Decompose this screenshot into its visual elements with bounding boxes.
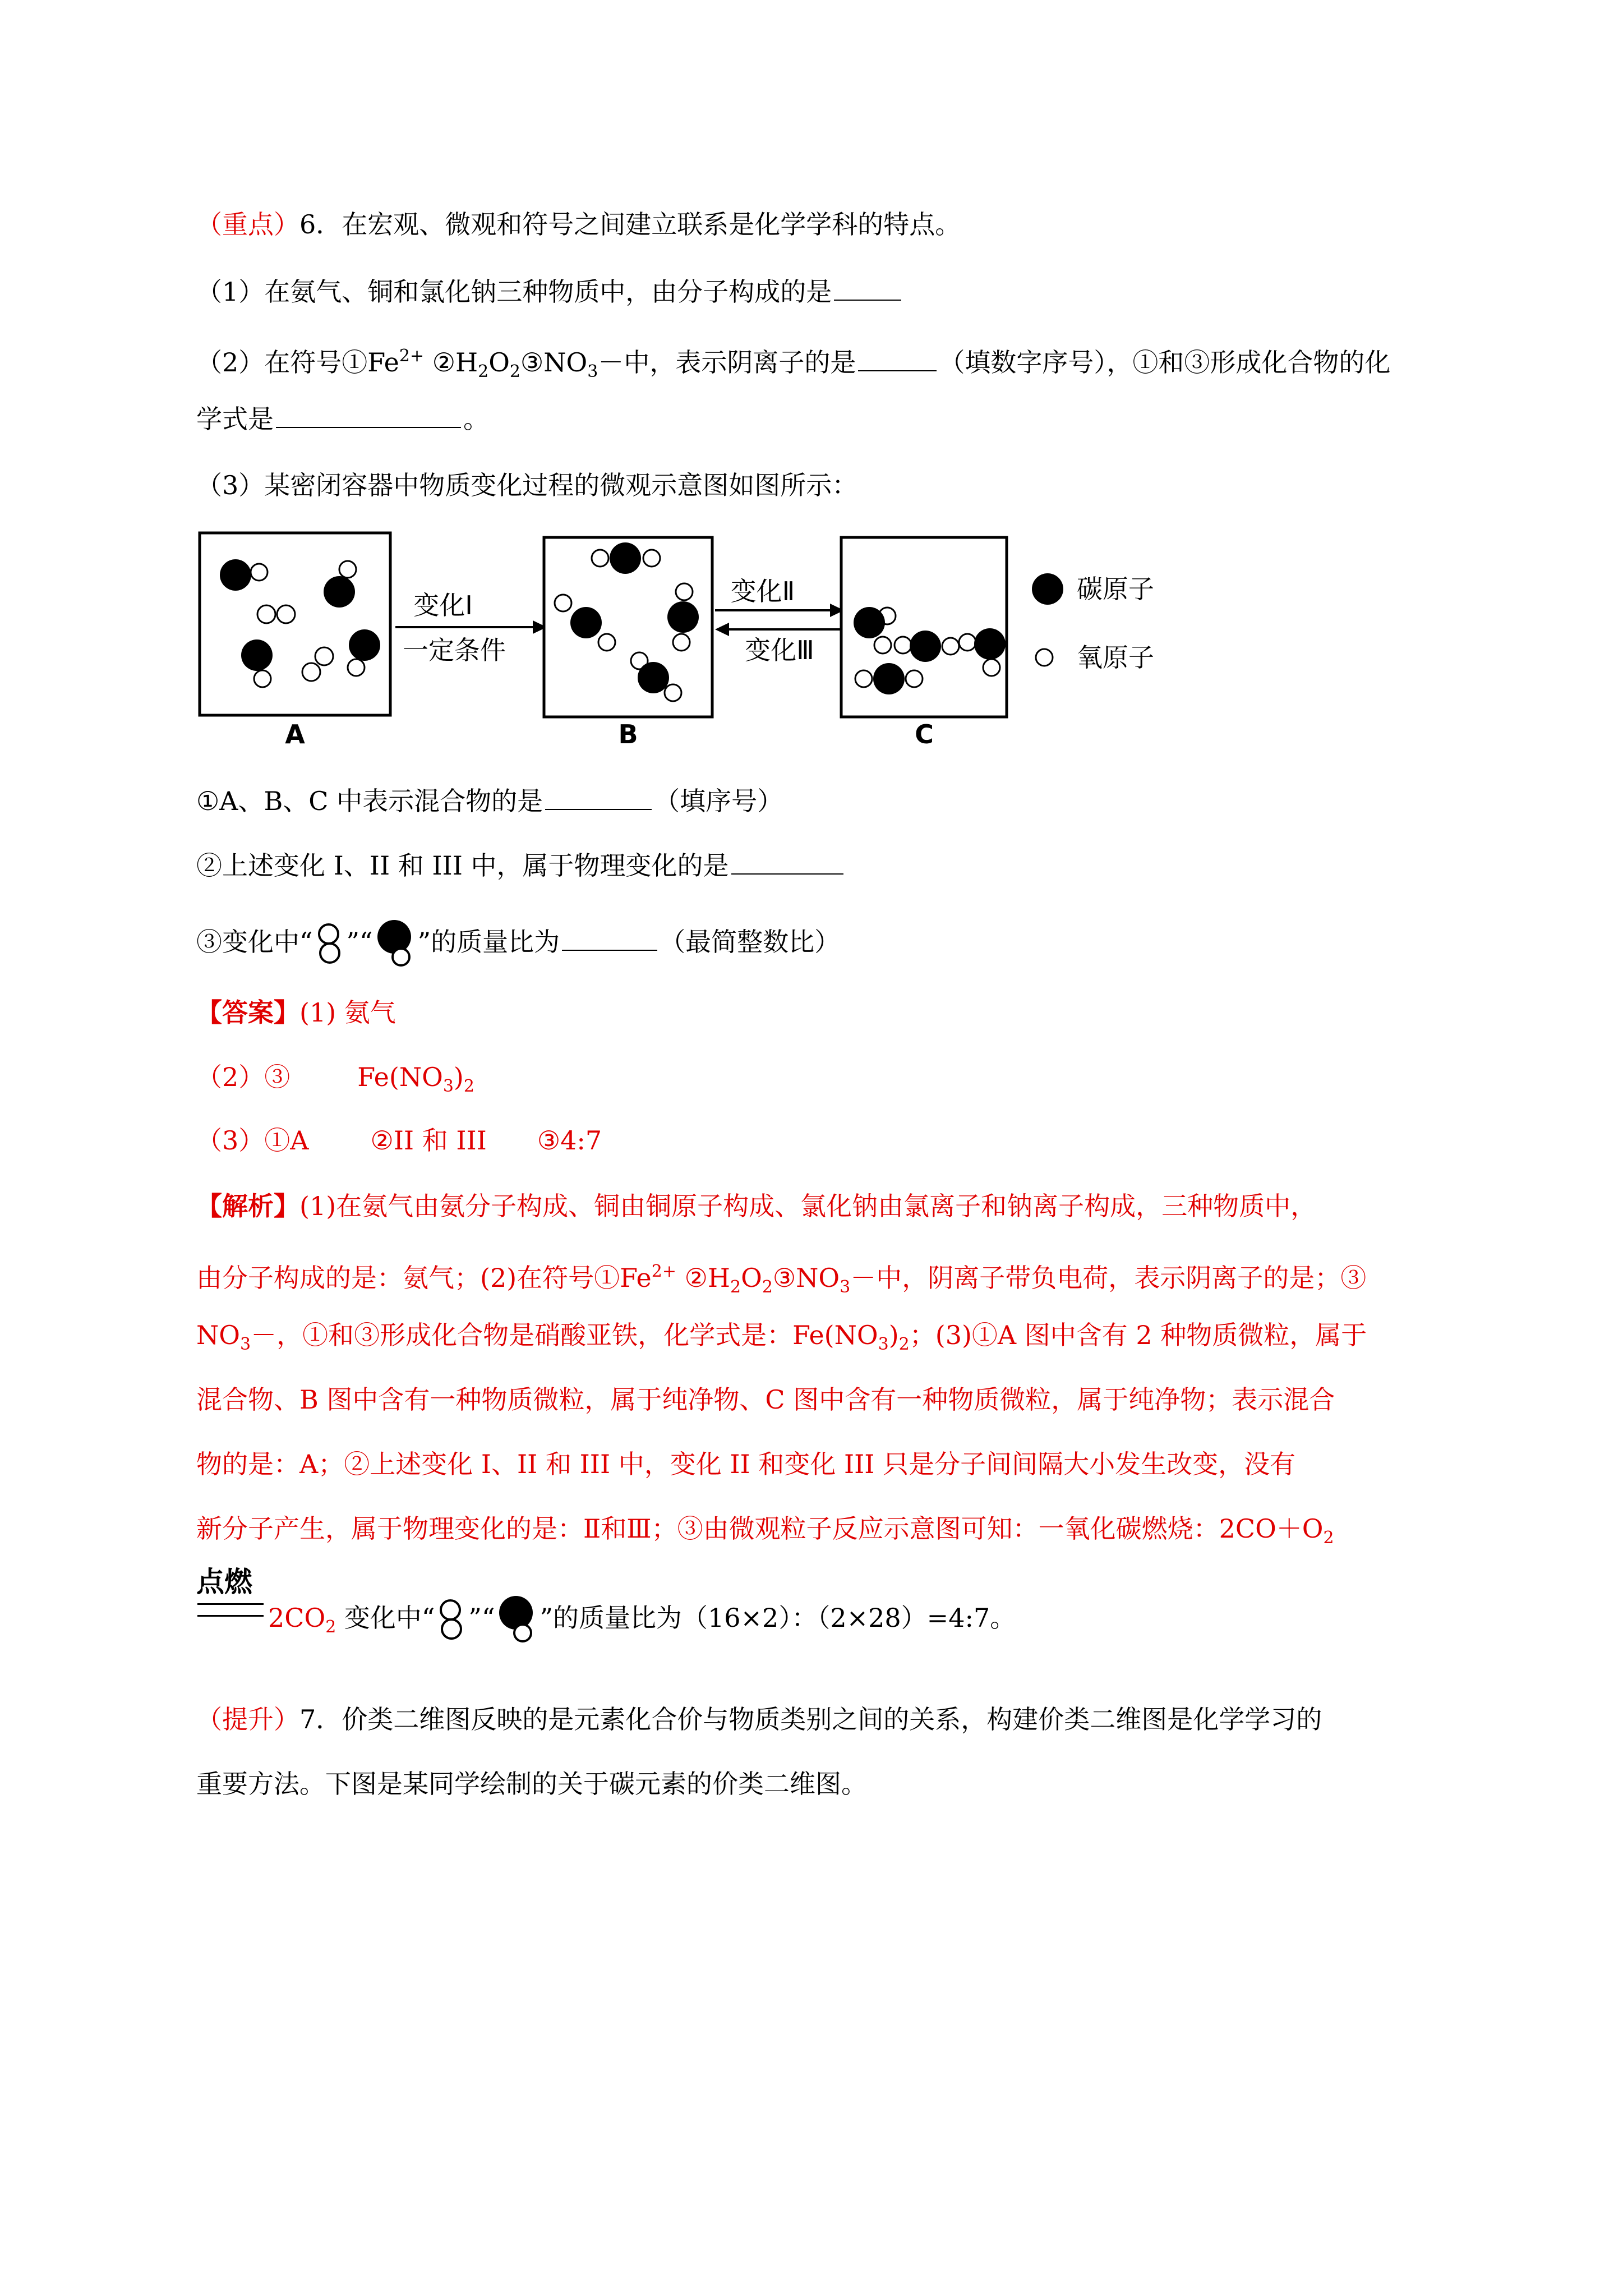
box-c — [841, 537, 1007, 717]
answer-3b: ②II 和 III — [370, 1125, 487, 1156]
analysis-line6 — [196, 1512, 1334, 1555]
h2o2-o: O — [488, 347, 510, 378]
answer-line2 — [196, 1060, 474, 1103]
arrow2-top-label: 变化Ⅱ — [730, 576, 795, 606]
analysis-text-2a: 由分子构成的是：氨气；(2)在符号①Fe — [196, 1263, 652, 1293]
oxygen-atom — [277, 605, 295, 623]
h2o2-h: ②H — [424, 347, 478, 378]
carbon-legend-icon — [1032, 573, 1063, 605]
q6-sub2-text: ②上述变化 I、II 和 III 中，属于物理变化的是 — [196, 850, 729, 881]
oxygen-atom — [251, 564, 268, 581]
q6-sub2 — [196, 849, 846, 882]
q6-part2-question2: （填数字序号），①和③形成化合物的化 — [939, 347, 1391, 378]
o2-molecule-icon — [313, 922, 347, 967]
carbon-atom — [349, 629, 380, 661]
analysis-text-1: (1)在氨气由氨分子构成、铜由铜原子构成、氯化钠由氯离子和钠离子构成，三种物质中， — [299, 1191, 1317, 1221]
q6-part1-text: （1）在氨气、铜和氯化钠三种物质中，由分子构成的是 — [196, 277, 832, 307]
arrow2-bottom-label: 变化Ⅲ — [745, 635, 814, 665]
quote-separator: ”“ — [346, 927, 373, 957]
oxygen-atom — [339, 561, 356, 578]
q6-part2-text: （2）在符号①Fe — [196, 347, 399, 378]
carbon-atom — [324, 576, 355, 608]
legend — [1032, 573, 1154, 673]
q7-tag: （提升） — [196, 1704, 299, 1734]
analysis-text-3c: ) — [888, 1320, 899, 1350]
answer-blank[interactable] — [562, 947, 657, 951]
answer-blank[interactable] — [858, 368, 937, 371]
answer-blank[interactable] — [545, 807, 652, 810]
period: 。 — [463, 404, 489, 434]
analysis-sub: 3 — [239, 1335, 251, 1354]
co-molecule-icon — [373, 919, 418, 969]
q6-sub3-question: ”的质量比为 — [417, 927, 560, 957]
analysis-text-2c: O — [741, 1263, 762, 1293]
oxygen-atom — [315, 647, 333, 665]
analysis-sub: 3 — [878, 1335, 889, 1354]
analysis-line7 — [268, 1595, 1016, 1645]
arrow1-bottom-label: 一定条件 — [403, 635, 506, 665]
analysis-sub: 2 — [730, 1277, 741, 1297]
q6-intro-line — [196, 208, 961, 241]
q6-intro: 6．在宏观、微观和符号之间建立联系是化学学科的特点。 — [299, 209, 961, 240]
o-subscript: 2 — [509, 362, 521, 381]
analysis-text-7a: 2CO — [268, 1603, 326, 1633]
oxygen-atom — [254, 670, 271, 687]
micro-diagram — [196, 527, 1206, 763]
oxygen-atom — [302, 663, 320, 681]
answer-blank[interactable] — [276, 425, 461, 428]
answer-1: (1) 氨气 — [299, 997, 396, 1028]
analysis-text-3d: ；(3)①A 图中含有 2 种物质微粒，属于 — [909, 1320, 1367, 1350]
box-a — [200, 533, 390, 715]
q6-part1 — [196, 275, 903, 309]
analysis-fe-charge: 2+ — [651, 1262, 677, 1281]
q6-part2-cont — [196, 402, 489, 436]
legend-carbon-label: 碳原子 — [1077, 574, 1154, 604]
analysis-line1 — [196, 1189, 1316, 1223]
arrow-change-2-3 — [715, 576, 844, 665]
analysis-text-4: 混合物、B 图中含有一种物质微粒，属于纯净物、C 图中含有一种物质微粒，属于纯净物；表示混合 — [196, 1384, 1335, 1415]
analysis-line4 — [196, 1383, 1335, 1416]
analysis-text-3b: －，①和③形成化合物是硝酸亚铁，化学式是：Fe(NO — [251, 1320, 878, 1350]
reaction-condition: 点燃 — [196, 1565, 252, 1598]
q7-line2 — [196, 1767, 867, 1801]
analysis-text-2d: ③NO — [772, 1263, 840, 1293]
analysis-line3 — [196, 1318, 1367, 1361]
answer-label: 【答案】 — [196, 997, 299, 1028]
answer-line3 — [196, 1124, 602, 1157]
box-b-label: B — [618, 719, 638, 749]
analysis-text-2b: ②H — [676, 1263, 731, 1293]
q6-tag: （重点） — [196, 209, 299, 240]
h-subscript: 2 — [478, 362, 489, 381]
fe-charge: 2+ — [399, 346, 425, 366]
analysis-line2 — [196, 1255, 1366, 1304]
answer-3a: （3）①A — [196, 1125, 309, 1156]
no3-symbol: ③NO — [520, 347, 588, 378]
analysis-text-6a: 新分子产生，属于物理变化的是：Ⅱ和Ⅲ；③由微观粒子反应示意图可知：一氧化碳燃烧：2CO＋O — [196, 1513, 1324, 1544]
q6-sub1-hint: （填序号） — [654, 786, 783, 816]
analysis-text-5: 物的是：A；②上述变化 I、II 和 III 中，变化 II 和变化 III 只是分子间间隔大小发生改变，没有 — [196, 1449, 1296, 1479]
q6-sub1-text: ①A、B、C 中表示混合物的是 — [196, 786, 543, 816]
answer-2a: （2）③ — [196, 1062, 291, 1092]
legend-oxygen-label: 氧原子 — [1077, 642, 1154, 673]
q7-text-1: 7．价类二维图反映的是元素化合价与物质类别之间的关系，构建价类二维图是化学学习的 — [299, 1704, 1322, 1734]
answer-3c: ③4:7 — [537, 1125, 602, 1156]
q6-part2-formula-prompt: 学式是 — [196, 404, 274, 434]
o2-molecule-icon — [435, 1598, 468, 1642]
q7-line1 — [196, 1703, 1322, 1736]
analysis-sub: 2 — [762, 1277, 773, 1297]
analysis-line5 — [196, 1447, 1295, 1481]
n-subscript: 3 — [587, 362, 598, 381]
analysis-text-2e: －中，阴离子带负电荷，表示阴离子的是；③ — [850, 1263, 1367, 1293]
oxygen-atom — [257, 605, 275, 623]
oxygen-atom — [348, 659, 365, 676]
analysis-sub: 3 — [840, 1277, 851, 1297]
answer-blank[interactable] — [731, 871, 843, 875]
answer-2c: ) — [453, 1062, 464, 1092]
answer-line1 — [196, 996, 396, 1029]
q6-sub3-text: ③变化中“ — [196, 927, 313, 957]
carbon-atom — [241, 639, 273, 671]
box-a-label: A — [285, 719, 305, 749]
q6-part2 — [196, 339, 1390, 389]
analysis-text-7b: 变化中“ — [336, 1603, 435, 1633]
answer-2-sub2: 2 — [463, 1076, 474, 1096]
reaction-equals-sign — [197, 1603, 264, 1617]
analysis-text-7d: ”的质量比为（16×2）：（2×28）=4:7。 — [540, 1603, 1016, 1633]
analysis-text-3a: NO — [196, 1320, 240, 1350]
q6-sub1 — [196, 784, 783, 818]
arrow-change-1 — [395, 590, 547, 665]
q6-part2-question: －中，表示阴离子的是 — [598, 347, 856, 378]
analysis-sub: 2 — [325, 1617, 336, 1637]
q6-part3-text: （3）某密闭容器中物质变化过程的微观示意图如图所示： — [196, 470, 858, 500]
q6-sub3 — [196, 919, 840, 969]
answer-2b: Fe(NO — [357, 1062, 443, 1092]
oxygen-legend-icon — [1036, 649, 1053, 666]
analysis-sub: 2 — [898, 1335, 910, 1354]
answer-2-sub3: 3 — [442, 1076, 454, 1096]
analysis-sub: 2 — [1323, 1528, 1334, 1548]
q7-text-2: 重要方法。下图是某同学绘制的关于碳元素的价类二维图。 — [196, 1769, 867, 1799]
quote-separator: ”“ — [468, 1603, 495, 1633]
q6-sub3-hint: （最简整数比） — [660, 927, 841, 957]
answer-blank[interactable] — [834, 297, 901, 301]
box-b — [544, 537, 712, 717]
analysis-label: 【解析】 — [196, 1191, 299, 1221]
arrow1-top-label: 变化Ⅰ — [413, 590, 473, 620]
box-c-label: C — [915, 719, 934, 749]
carbon-atom — [220, 559, 251, 591]
co-molecule-icon — [495, 1595, 540, 1645]
q6-part3 — [196, 468, 857, 502]
